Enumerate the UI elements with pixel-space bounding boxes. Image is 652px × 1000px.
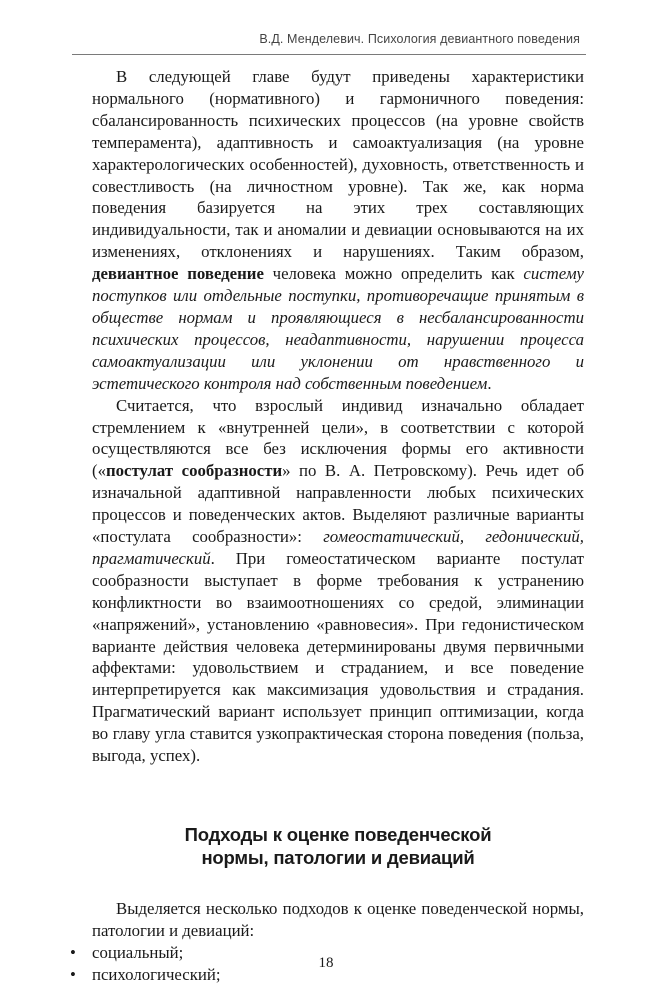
term-deviant-behavior: девиантное поведение xyxy=(92,264,264,284)
text-run: » по В. А. Петровскому). Речь идет об изначальной адаптивной направленности любых психических процессов и поведенческих актов. Выделяют различные варианты «постулата сообразности»: xyxy=(92,461,584,547)
postulate-variants: гомеостатический, гедонический, прагматический xyxy=(92,527,585,568)
bullet-icon: • xyxy=(70,964,76,984)
paragraph-approaches-intro: Выделяется несколько подходов к оценке поведенческой нормы, патологии и девиаций: xyxy=(92,899,584,940)
paragraph-postulate-of-conformity xyxy=(92,395,584,767)
header-rule xyxy=(72,54,586,55)
running-head: В.Д. Менделевич. Психология девиантного поведения xyxy=(259,32,580,46)
section-heading-line-2: нормы, патологии и девиаций xyxy=(201,847,475,868)
text-run: В следующей главе будут приведены характеристики нормального (нормативного) и гармоничного поведения: сбалансированность психических процессов (на уровне свойств темперамента), адаптивность и самоактуализация (на уровне характерологических особенностей), духовность, ответственность и совестливость (на личностном уровне). Так же, как норма поведения базируется на этих трех составляющих индивидуальности, так и аномалии и девиации основываются на их изменениях, отклонениях и нарушениях. Таким образом, xyxy=(92,67,584,262)
text-run: человека можно определить как xyxy=(263,264,524,284)
text-run: . xyxy=(487,373,492,393)
definition-text: систему поступков или отдельные поступки, противоречащие принятым в обществе нормам и проявляющиеся в несбалансированности психических процессов, неадаптивности, нарушении процесса самоактуализации или уклонении от нравственного и эстетического контроля над собственным поведением xyxy=(92,264,584,393)
page-body xyxy=(70,66,585,986)
section-heading-line-1: Подходы к оценке поведенческой xyxy=(184,824,492,845)
term-postulate-of-conformity: постулат сообразности xyxy=(105,461,283,481)
text-run: . При гомеостатическом варианте постулат сообразности выступает в форме требования к устранению конфликтности во взаимоотношениях со средой, элиминации «напряжений», установлению «равновесия». При гедонистическом варианте действия человека детерминированы двумя первичными аффектами: удовольствием и страданием, и все поведение интерпретируется как максимизация удовольствия и страдания. Прагматический вариант использует принцип оптимизации, когда во главу угла ставится узкопрактическая сторона поведения (польза, выгода, успех). xyxy=(92,548,584,766)
text-run: Считается, что взрослый индивид изначально обладает стремлением к «внутренней цели», в соответствии с которой осуществляются все без исключения формы его активности (« xyxy=(92,395,584,481)
list-item-text: социальный; xyxy=(92,942,184,962)
section-heading xyxy=(92,823,584,869)
paragraph-deviant-behavior-definition xyxy=(92,66,584,395)
list-item-text: психологический; xyxy=(92,964,221,984)
page-number: 18 xyxy=(318,955,334,971)
bullet-icon: • xyxy=(70,942,76,962)
